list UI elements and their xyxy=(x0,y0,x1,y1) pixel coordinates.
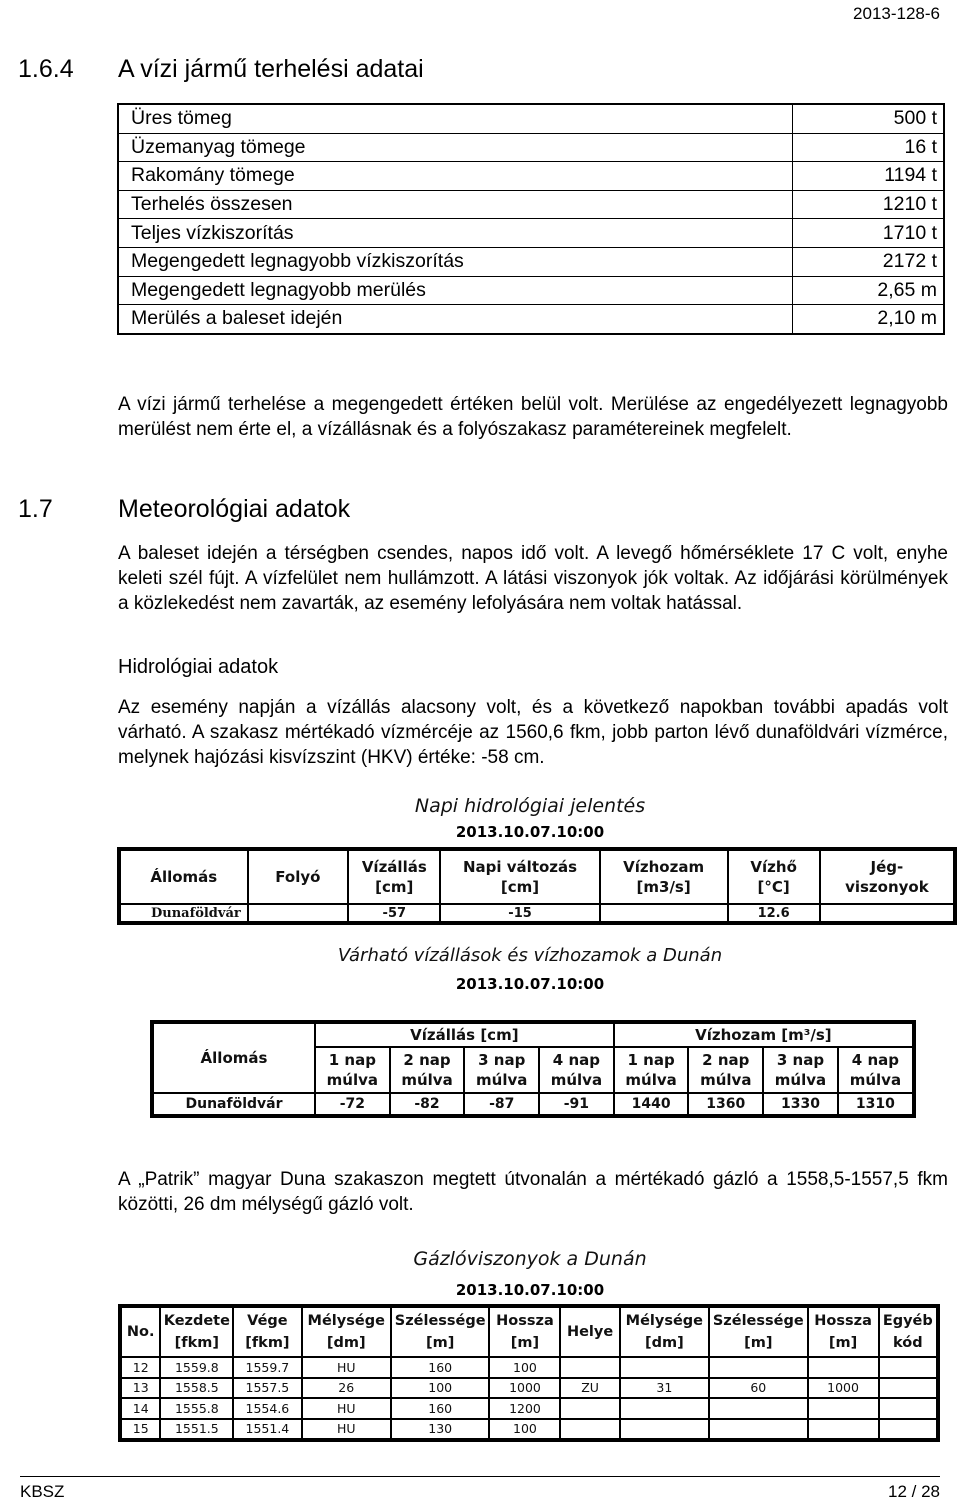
section-title: A vízi jármű terhelési adatai xyxy=(118,55,424,83)
section-number: 1.7 xyxy=(18,495,53,523)
report2-subheader-cell: 4 nap múlva xyxy=(838,1047,914,1093)
report2-subheader-cell: 3 nap múlva xyxy=(763,1047,838,1093)
report3-cell xyxy=(808,1398,879,1419)
footer-left: KBSZ xyxy=(20,1482,65,1501)
report3-row xyxy=(120,1398,938,1419)
report1-header-cell: Vízhozam [m3/s] xyxy=(600,849,728,904)
report1-cell: Dunaföldvár xyxy=(119,904,248,923)
document-id: 2013-128-6 xyxy=(853,4,940,23)
load-label: Rakomány tömege xyxy=(118,162,793,191)
load-row xyxy=(118,305,944,334)
report2-subheader-cell: 1 nap múlva xyxy=(614,1047,689,1093)
report1-header-cell: Vízhő [°C] xyxy=(728,849,820,904)
report3-header-cell: Egyéb kód xyxy=(879,1306,938,1357)
load-row xyxy=(118,247,944,276)
report3-header-cell: Hossza [m] xyxy=(808,1306,879,1357)
report3-row xyxy=(120,1357,938,1378)
forecast-table xyxy=(150,1020,916,1118)
report3-cell: HU xyxy=(302,1357,391,1378)
report3-cell: 100 xyxy=(391,1378,490,1399)
load-data-table xyxy=(117,103,945,335)
report3-cell: 13 xyxy=(120,1378,160,1399)
report3-cell: 1557.5 xyxy=(233,1378,301,1399)
report2-cell: 1310 xyxy=(838,1093,914,1116)
report3-header-cell: Mélysége [dm] xyxy=(620,1306,709,1357)
report2-date: 2013.10.07.10:00 xyxy=(455,975,605,993)
load-row xyxy=(118,219,944,248)
report1-cell: -57 xyxy=(348,904,440,923)
load-paragraph: A vízi jármű terhelése a megengedett értéken belül volt. Merülése az engedélyezett legnagyobb merülést nem érte el, a vízállásnak és a folyószakasz paramétereinek megfelelt. xyxy=(118,394,948,440)
report3-cell xyxy=(560,1357,619,1378)
report3-title: Gázlóviszonyok a Dunán xyxy=(413,1248,647,1270)
report3-cell: 15 xyxy=(120,1419,160,1441)
report3-cell: 14 xyxy=(120,1398,160,1419)
report2-group-discharge: Vízhozam [m³/s] xyxy=(614,1022,914,1047)
report2-cell: 1440 xyxy=(614,1093,689,1116)
report3-cell xyxy=(879,1357,938,1378)
report3-header-cell: Szélessége [m] xyxy=(709,1306,808,1357)
report3-header-cell: Vége [fkm] xyxy=(233,1306,301,1357)
report3-cell xyxy=(709,1398,808,1419)
load-value: 1210 t xyxy=(793,190,945,219)
report2-cell: -87 xyxy=(464,1093,539,1116)
report3-cell xyxy=(879,1378,938,1399)
report3-cell: 1000 xyxy=(489,1378,560,1399)
load-row xyxy=(118,104,944,133)
report3-cell: 1551.4 xyxy=(233,1419,301,1441)
report3-cell: ZU xyxy=(560,1378,619,1399)
report3-cell: 60 xyxy=(709,1378,808,1399)
report3-header-cell: Helye xyxy=(560,1306,619,1357)
report1-header-cell: Folyó xyxy=(248,849,349,904)
route-paragraph: A „Patrik” magyar Duna szakaszon megtett útvonalán a mértékadó gázló a 1558,5-1557,5 fkm közötti, 26 dm mélységű gázló volt. xyxy=(118,1169,948,1215)
hydrology-paragraph: Az esemény napján a vízállás alacsony volt, és a következő napokban további apadás volt várható. A szakasz mértékadó vízmércéje az 1560,6 fkm, jobb parton lévő dunaföldvári vízmérce, melynek hajózási kisvízszint (HKV) értéke: -58 cm. xyxy=(118,697,948,768)
load-row xyxy=(118,162,944,191)
section-title: Meteorológiai adatok xyxy=(118,495,351,523)
report3-cell: 1558.5 xyxy=(160,1378,233,1399)
report2-cell: -72 xyxy=(315,1093,390,1116)
report2-subheader-cell: 4 nap múlva xyxy=(539,1047,614,1093)
load-value: 2,10 m xyxy=(793,305,945,334)
load-value: 1710 t xyxy=(793,219,945,248)
hydrology-heading: Hidrológiai adatok xyxy=(118,656,279,678)
load-value: 2172 t xyxy=(793,247,945,276)
report2-cell: Dunaföldvár xyxy=(152,1093,315,1116)
report2-cell: 1360 xyxy=(688,1093,763,1116)
report2-title: Várható vízállások és vízhozamok a Dunán xyxy=(337,945,723,966)
weather-paragraph: A baleset idején a térségben csendes, napos idő volt. A levegő hőmérséklete 17 C volt, enyhe keleti szél fújt. A vízfelület nem hullámzott. A látási viszonyok jók voltak. Az időjárási körülmények a közlekedést nem zavarták, az esemény lefolyására nem voltak hatással. xyxy=(118,543,948,614)
report3-row xyxy=(120,1419,938,1441)
report3-cell xyxy=(560,1398,619,1419)
report1-cell: -15 xyxy=(440,904,599,923)
report1-title: Napi hidrológiai jelentés xyxy=(414,795,646,817)
report3-cell xyxy=(709,1357,808,1378)
report1-header-cell: Állomás xyxy=(119,849,248,904)
report3-cell: 26 xyxy=(302,1378,391,1399)
report3-cell xyxy=(620,1398,709,1419)
report3-cell: 1559.8 xyxy=(160,1357,233,1378)
report3-header-cell: Hossza [m] xyxy=(489,1306,560,1357)
report2-station-header: Állomás xyxy=(152,1022,315,1093)
load-row xyxy=(118,133,944,162)
daily-hydro-table xyxy=(117,847,957,925)
report3-cell: 100 xyxy=(489,1357,560,1378)
load-label: Teljes vízkiszorítás xyxy=(118,219,793,248)
report1-cell xyxy=(820,904,955,923)
report3-cell xyxy=(560,1419,619,1441)
report3-cell: HU xyxy=(302,1419,391,1441)
report1-cell xyxy=(248,904,349,923)
report3-cell: 1551.5 xyxy=(160,1419,233,1441)
report1-header-cell: Vízállás [cm] xyxy=(348,849,440,904)
load-label: Terhelés összesen xyxy=(118,190,793,219)
section-number: 1.6.4 xyxy=(18,55,74,83)
load-value: 1194 t xyxy=(793,162,945,191)
report2-cell: 1330 xyxy=(763,1093,838,1116)
load-label: Merülés a baleset idején xyxy=(131,307,343,330)
section-heading-17 xyxy=(18,495,350,524)
report3-header-cell: No. xyxy=(120,1306,160,1357)
report3-cell: 1200 xyxy=(489,1398,560,1419)
report1-header-cell: Jég- viszonyok xyxy=(820,849,955,904)
report3-cell: 1000 xyxy=(808,1378,879,1399)
report3-cell: 160 xyxy=(391,1357,490,1378)
report2-cell: -91 xyxy=(539,1093,614,1116)
report3-cell: 100 xyxy=(489,1419,560,1441)
report3-cell: 130 xyxy=(391,1419,490,1441)
report3-cell: HU xyxy=(302,1398,391,1419)
load-row xyxy=(118,190,944,219)
report3-row xyxy=(120,1378,938,1399)
report1-header-cell: Napi változás [cm] xyxy=(440,849,599,904)
report3-cell xyxy=(808,1419,879,1441)
report3-cell xyxy=(879,1398,938,1419)
load-label: Megengedett legnagyobb merülés xyxy=(118,276,793,305)
report3-cell xyxy=(879,1419,938,1441)
report3-cell xyxy=(620,1419,709,1441)
report2-subheader-cell: 1 nap múlva xyxy=(315,1047,390,1093)
report1-cell xyxy=(600,904,728,923)
report2-subheader-cell: 3 nap múlva xyxy=(464,1047,539,1093)
ford-conditions-table xyxy=(118,1304,940,1442)
report2-cell: -82 xyxy=(390,1093,465,1116)
footer-page-number: 12 / 28 xyxy=(888,1482,940,1501)
report3-cell: 160 xyxy=(391,1398,490,1419)
report3-cell xyxy=(620,1357,709,1378)
load-value: 16 t xyxy=(793,133,945,162)
load-value: 2,65 m xyxy=(793,276,945,305)
report1-date: 2013.10.07.10:00 xyxy=(455,823,605,841)
report3-cell xyxy=(808,1357,879,1378)
load-value: 500 t xyxy=(793,104,945,133)
load-label: Megengedett legnagyobb vízkiszorítás xyxy=(118,247,793,276)
report3-cell xyxy=(709,1419,808,1441)
report3-cell: 1555.8 xyxy=(160,1398,233,1419)
report3-date: 2013.10.07.10:00 xyxy=(455,1281,605,1299)
report2-group-waterlevel: Vízállás [cm] xyxy=(315,1022,614,1047)
load-row xyxy=(118,276,944,305)
report3-header-cell: Mélysége [dm] xyxy=(302,1306,391,1357)
footer-divider xyxy=(20,1476,940,1477)
report3-header-cell: Szélessége [m] xyxy=(391,1306,490,1357)
report1-cell: 12.6 xyxy=(728,904,820,923)
report3-header-cell: Kezdete [fkm] xyxy=(160,1306,233,1357)
load-label: Üres tömeg xyxy=(118,104,793,133)
section-heading-164 xyxy=(18,55,424,84)
report3-cell: 1559.7 xyxy=(233,1357,301,1378)
load-label: Üzemanyag tömege xyxy=(118,133,793,162)
report3-cell: 31 xyxy=(620,1378,709,1399)
report3-cell: 12 xyxy=(120,1357,160,1378)
report3-cell: 1554.6 xyxy=(233,1398,301,1419)
report2-subheader-cell: 2 nap múlva xyxy=(688,1047,763,1093)
report2-subheader-cell: 2 nap múlva xyxy=(390,1047,465,1093)
